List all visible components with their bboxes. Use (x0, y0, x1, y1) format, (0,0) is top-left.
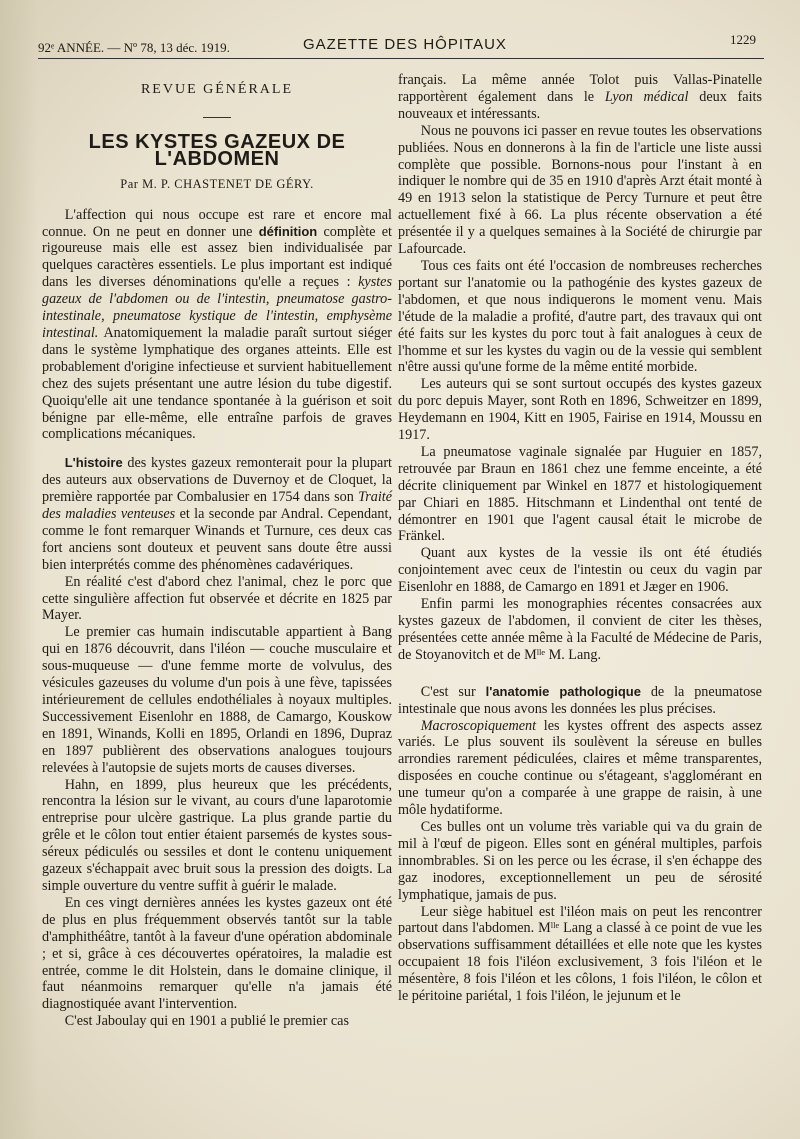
right-column (398, 72, 762, 1005)
page-binding-edge (0, 0, 38, 1139)
paragraph-anatomie-pathologique: C'est sur l'anatomie pathologique de la pneumatose intestinale que nous avons les données les plus précises. (398, 683, 762, 717)
paragraph-definition: L'affection qui nous occupe est rare et encore mal connue. On ne peut en donner une définition complète et rigoureuse mais elle est assez bien individualisée par quelques caractères essentiels. Le plus important est indiqué dans les diverses dénominations qu'elle a reçues : kystes gazeux de l'abdomen ou de l'intestin, pneumatose gastro-intestinale, pneumatose kystique de l'intestin, emphysème intestinal. Anatomiquement la maladie paraît surtout siéger dans le système lymphatique des organes atteints. Elle est probablement d'origine infectieuse et survient habituellement chez des sujets présentant une autre lésion du tube digestif. Quoiqu'elle ait une tendance spontanée à la guérison et soit bénigne par elle-même, elle entraîne parfois de graves complications mécaniques. (42, 206, 392, 443)
paragraph-auteurs-porc: Les auteurs qui se sont surtout occupés des kystes gazeux du porc depuis Mayer, sont Roth en 1896, Schweitzer en 1899, Heydemann en 1904, Kitt en 1905, Fairise en 1914, Moussu en 1917. (398, 376, 762, 444)
page-number: 1229 (730, 32, 756, 47)
paragraph-vingt-annees: En ces vingt dernières années les kystes gazeux ont été de plus en plus fréquemment observés tantôt sur la table d'amphithéâtre, tantôt à la faveur d'une opération abdominale ; et si, grâce à ces découvertes opératoires, la maladie est entrée, comme le dit Holstein, dans le domaine clinique, il faut néanmoins remarquer qu'elle n'a jamais été diagnostiquée avant l'intervention. (42, 894, 392, 1013)
page-header (38, 32, 764, 59)
journal-title: GAZETTE DES HÔPITAUX (303, 36, 507, 53)
paragraph-bang: Le premier cas humain indiscutable appartient à Bang qui en 1876 découvrit, dans l'iléon — couche musculaire et sous-muqueuse — d'une femme morte de volvulus, des vésicules gazeuses du volume d'un pois à une fève, tapissées intérieurement de cellules endothéliales à noyaux multiples. Successivement Eisenlohr en 1888, de Camargo, Kouskow en 1891, Winands, Kolli en 1895, Orlandi en 1896, Dupraz en 1897 publièrent des observations analogues toujours relevées à l'autopsie de sujets morts de causes diverses. (42, 624, 392, 776)
left-column (42, 76, 392, 1030)
paragraph-histoire: L'histoire des kystes gazeux remonterait pour la plupart des auteurs aux observations de Duvernoy et de Cloquet, la première rapportée par Combalusier en 1754 dans son Traité des maladies venteuses et la seconde par Andral. Cependant, comme le font remarquer Winands et Turnure, ces deux cas fort anciens sont douteux et peuvent sans doute être aussi bien interprétés comme des phénomènes cadavériques. (42, 455, 392, 573)
section-label: REVUE GÉNÉRALE (140, 82, 294, 97)
issue-info: 92ᵉ ANNÉE. — Nº 78, 13 déc. 1919. (38, 40, 230, 55)
section-divider (203, 117, 231, 118)
paragraph-recherches: Tous ces faits ont été l'occasion de nombreuses recherches portant sur l'anatomie ou la pathogénie des kystes gazeux de l'abdomen, et que nous indiquerons le moment venu. Mais l'étude de la maladie a profité, d'autre part, des travaux qui ont été faits sur les kystes du porc tout à fait analogues à ceux de l'homme et sur les kystes du vagin ou de la vessie qui semblent n'être aussi qu'une forme de la même entité morbide. (398, 257, 762, 376)
paragraph-vessie: Quant aux kystes de la vessie ils ont été étudiés conjointement avec ceux de l'intestin ou ceux du vagin par Eisenlohr en 1888, de Camargo en 1891 et Jæger en 1906. (398, 545, 762, 596)
paragraph-macroscopiquement: Macroscopiquement les kystes offrent des aspects assez variés. Le plus souvent ils soulèvent la séreuse en bulles arrondies rarement pédiculées, claires et même transparentes, disposées en couche continue ou s'étageant, s'agglomérant en une tumeur qu'on a comparée à une grappe de raisin, à une môle hydatiforme. (398, 717, 762, 819)
paragraph-monographies: Enfin parmi les monographies récentes consacrées aux kystes gazeux de l'abdomen, il convient de citer les thèses, présentées cette année même à la Faculté de Médecine de Paris, de Stoyanovitch et de Mˡˡᵉ M. Lang. (398, 596, 762, 663)
article-byline: Par M. P. CHASTENET DE GÉRY. (120, 176, 314, 191)
paragraph-bulles: Ces bulles ont un volume très variable qui va du grain de mil à l'œuf de pigeon. Elles sont en général multiples, parfois innombrables. Si on les perce ou les écrase, il s'en échappe des gaz inodores, exceptionnellement un peu de sérosité lymphatique, jamais de pus. (398, 818, 762, 903)
paragraph-observations: Nous ne pouvons ici passer en revue toutes les observations publiées. Nous en donnerons à la fin de l'article une liste aussi complète que possible. Bornons-nous pour l'instant à en indiquer le nombre qui de 35 en 1910 d'après Arzt était monté à 49 en 1913 selon la statistique de Percy Turnure et peut être actuellement fixé à 66. La plus récente observation a été présentée il y a quelques semaines à la Société de chirurgie par Lafourcade. (398, 122, 762, 258)
paragraph-jaboulay: C'est Jaboulay qui en 1901 a publié le premier cas (64, 1013, 349, 1030)
paragraph-siege: Leur siège habituel est l'iléon mais on peut les rencontrer partout dans l'abdomen. Mˡˡᵉ Lang a classé à ce point de vue les observations suffisamment détaillées et elle note que les kystes occupaient 18 fois l'iléon exclusivement, 3 fois l'iléon et le mésentère, 8 fois l'iléon et les côlons, 1 fois l'iléon, le côlon et le péritoine pariétal, 1 fois l'iléon, le jejunum et le (398, 903, 762, 1005)
paragraph-mayer: En réalité c'est d'abord chez l'animal, chez le porc que cette singulière affection fut observée et décrite en 1825 par Mayer. (42, 573, 392, 624)
paragraph-tolot: français. La même année Tolot puis Vallas-Pinatelle rapportèrent également dans le Lyon médical deux faits nouveaux et intéressants. (398, 72, 762, 122)
paragraph-hahn: Hahn, en 1899, plus heureux que les précédents, rencontra la lésion sur le vivant, au cours d'une laparotomie entreprise pour ulcère gastrique. La plus grande partie du grêle et le côlon tout entier étaient parsemés de kystes sous-séreux pédiculés ou sessiles et dont le contenu uniquement gazeux s'échappait avec bruit sous la pression des doigts. La simple ouverture du ventre suffit à guérir le malade. (42, 776, 392, 894)
paragraph-pneumatose-vaginale: La pneumatose vaginale signalée par Huguier en 1857, retrouvée par Braun en 1861 chez une femme enceinte, a été décrite cliniquement par Winkel en 1877 et histologiquement par Chiari en 1885. Hitschmann et Lindenthal ont tenté de démontrer en 1901 que l'agent causal était le microbe de Fränkel. (398, 443, 762, 545)
article-title: LES KYSTES GAZEUX DE L'ABDOMEN (88, 130, 346, 170)
